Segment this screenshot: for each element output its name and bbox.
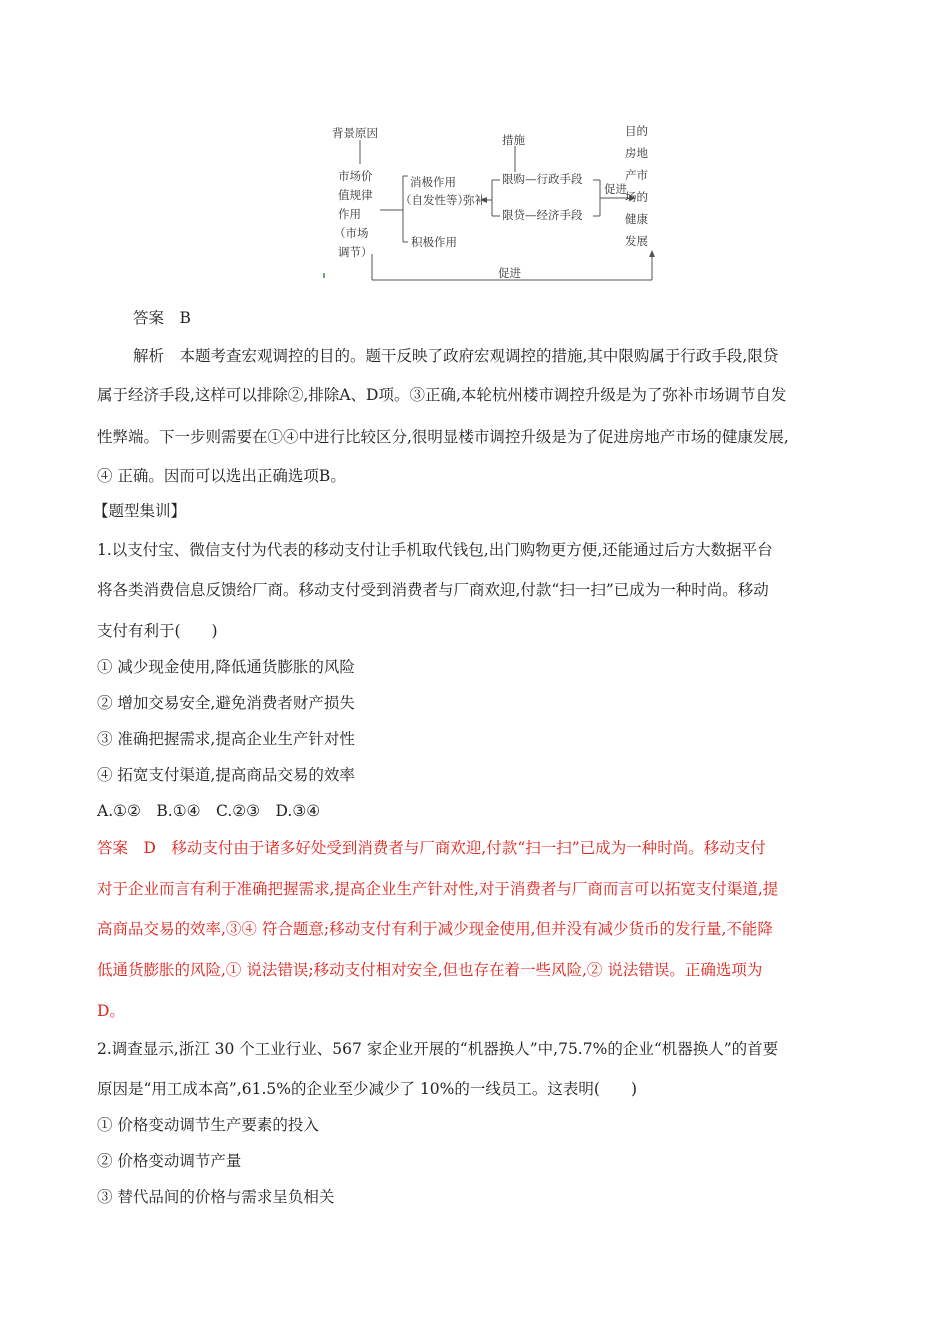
label-economic-means: 限贷—经济手段 — [502, 208, 583, 222]
label-admin-means: 限购—行政手段 — [502, 172, 583, 186]
purpose-line: 产市 — [625, 168, 648, 182]
q1-item: ① 减少现金使用,降低通货膨胀的风险 — [97, 658, 355, 676]
market-line: 调节） — [338, 245, 373, 259]
purpose-line: 健康 — [625, 212, 648, 226]
q2-stem-line: 2.调查显示,浙江 30 个工业行业、567 家企业开展的“机器换人”中,75.7%的企业“机器换人”的首要 — [97, 1040, 779, 1058]
section-title: 【题型集训】 — [93, 502, 187, 520]
purpose-line: 房地 — [625, 146, 648, 160]
label-purpose — [625, 120, 648, 252]
prev-analysis-line: ④ 正确。因而可以选出正确选项B。 — [97, 467, 346, 485]
q1-stem-line: 将各类消费信息反馈给厂商。移动支付受到消费者与厂商欢迎,付款“扫一扫”已成为一种时尚。移动 — [97, 581, 769, 599]
label-background-reason: 背景原因 — [332, 126, 378, 140]
label-negative-effect: 消极作用 — [410, 175, 456, 189]
label-compensate: 弥补 — [463, 193, 486, 207]
q2-stem-line: 原因是“用工成本高”,61.5%的企业至少减少了 10%的一线员工。这表明( ) — [97, 1080, 637, 1098]
label-promote-mid: 促进 — [604, 182, 627, 196]
prev-analysis-line: 性弊端。下一步则需要在①④中进行比较区分,很明显楼市调控升级是为了促进房地产市场的健康发展, — [97, 428, 789, 446]
q1-item: ② 增加交易安全,避免消费者财产损失 — [97, 694, 355, 712]
market-line: 值规律 — [338, 188, 373, 202]
q1-item: ④ 拓宽支付渠道,提高商品交易的效率 — [97, 766, 355, 784]
market-line: （市场 — [334, 226, 369, 240]
q1-stem-line: 支付有利于( ) — [97, 622, 218, 640]
purpose-line: 场的 — [625, 190, 648, 204]
prev-analysis-line: 解析 本题考查宏观调控的目的。题干反映了政府宏观调控的措施,其中限购属于行政手段,限贷 — [133, 347, 779, 365]
q1-answer-line: D。 — [97, 1002, 125, 1020]
q1-options: A.①② B.①④ C.②③ D.③④ — [97, 802, 321, 820]
q1-stem-line: 1.以支付宝、微信支付为代表的移动支付让手机取代钱包,出门购物更方便,还能通过后方大数据平台 — [97, 541, 773, 559]
q2-item: ③ 替代品间的价格与需求呈负相关 — [97, 1188, 335, 1206]
q1-item: ③ 准确把握需求,提高企业生产针对性 — [97, 730, 355, 748]
label-market-regulation — [334, 167, 373, 262]
q1-answer-line: 高商品交易的效率,③④ 符合题意;移动支付有利于减少现金使用,但并没有减少货币的发行量,不能降 — [97, 920, 773, 938]
flow-diagram — [320, 118, 660, 288]
label-positive-effect: 积极作用 — [411, 235, 457, 249]
prev-analysis-line: 属于经济手段,这样可以排除②,排除A、D项。③正确,本轮杭州楼市调控升级是为了弥补市场调节自发 — [97, 386, 787, 404]
market-line: 市场价 — [338, 169, 373, 183]
q1-answer-line: 低通货膨胀的风险,① 说法错误;移动支付相对安全,但也存在着一些风险,② 说法错误。正确选项为 — [97, 961, 763, 979]
label-measures: 措施 — [502, 133, 525, 147]
purpose-line: 发展 — [625, 234, 648, 248]
q2-item: ② 价格变动调节产量 — [97, 1152, 242, 1170]
purpose-line: 目的 — [625, 124, 648, 138]
market-line: 作用 — [338, 207, 361, 221]
q1-answer-line: 答案 D 移动支付由于诸多好处受到消费者与厂商欢迎,付款“扫一扫”已成为一种时尚。移动支付 — [97, 839, 766, 857]
label-promote-bottom: 促进 — [498, 266, 521, 280]
prev-answer: 答案 B — [133, 309, 191, 327]
q2-item: ① 价格变动调节生产要素的投入 — [97, 1116, 319, 1134]
q1-answer-line: 对于企业而言有利于准确把握需求,提高企业生产针对性,对于消费者与厂商而言可以拓宽支付渠道,提 — [97, 880, 779, 898]
label-spontaneous: （自发性等） — [400, 193, 469, 207]
